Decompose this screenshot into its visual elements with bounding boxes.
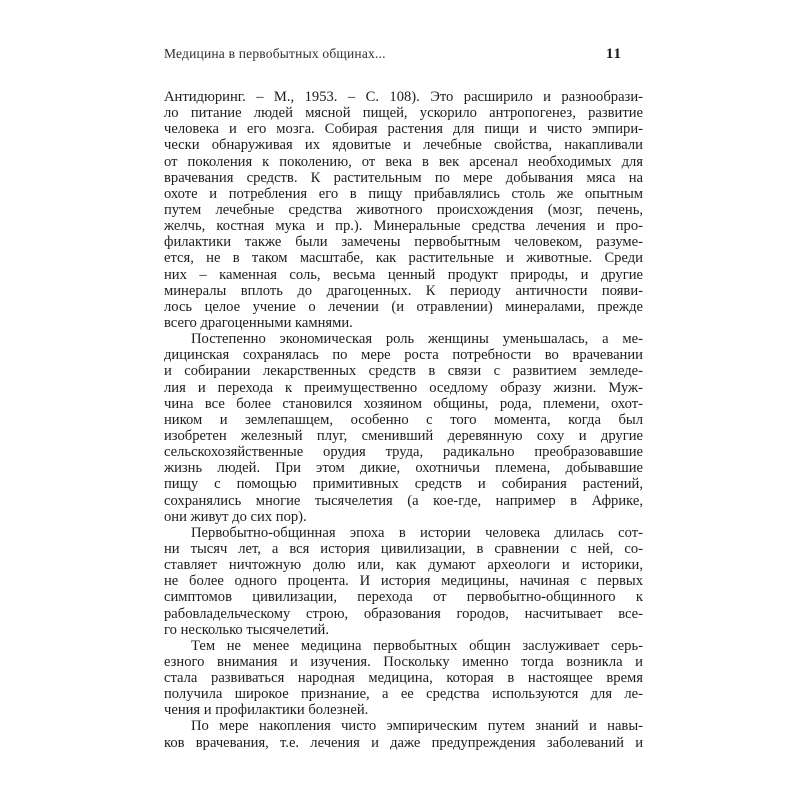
text-line: ставляет ничтожную долю или, как думают археологи и историки,: [164, 557, 643, 574]
text-line: ни тысяч лет, а вся история цивилизации, в сравнении с ней, со-: [164, 540, 643, 557]
text-line: и собирании лекарственных средств в связи с развитием земледе-: [164, 363, 643, 380]
text-line: По мере накопления чисто эмпирическим путем знаний и навы-: [191, 718, 643, 735]
text-line: Тем не менее медицина первобытных общин заслуживает серь-: [191, 637, 643, 654]
text-line: лия и перехода к преимущественно оседлому образу жизни. Муж-: [164, 379, 643, 396]
text-line: жизнь людей. При этом дикие, охотничьи племена, добывавшие: [164, 460, 643, 477]
text-line: стала развиваться народная медицина, которая в настоящее время: [164, 670, 643, 687]
text-line: филактики также были замечены первобытным человеком, разуме-: [164, 234, 643, 251]
text-line: рабовладельческому строю, образования городов, насчитывает все-: [164, 605, 643, 622]
running-header: [164, 46, 643, 63]
text-line: получила широкое признание, а ее средства используются для ле-: [164, 686, 643, 703]
paragraph: [164, 525, 643, 638]
text-line: лось целое учение о лечении (и отравлении) минералами, прежде: [164, 298, 643, 315]
paragraph: [164, 331, 643, 525]
text-line: ло питание людей мясной пищей, ускорило антропогенез, развитие: [164, 105, 643, 122]
text-line: го несколько тысячелетий.: [164, 621, 329, 638]
text-line: Первобытно-общинная эпоха в истории человека длилась сот-: [191, 524, 643, 541]
text-line: симптомов цивилизации, перехода от первобытно-общинного к: [164, 589, 643, 606]
text-line: человека и его мозга. Собирая растения для пищи и чисто эмпири-: [164, 121, 643, 138]
text-line: Постепенно экономическая роль женщины уменьшалась, а ме-: [191, 331, 643, 348]
text-line: не более одного процента. И история медицины, начиная с первых: [164, 573, 643, 590]
text-line: сохранялись многие тысячелетия (а кое-где, например в Африке,: [164, 492, 643, 509]
text-line: желчь, костная мука и пр.). Минеральные средства лечения и про-: [164, 218, 643, 235]
text-line: ется, не в таком масштабе, как растительные и животные. Среди: [164, 250, 643, 267]
running-header-title: Медицина в первобытных общинах...: [164, 46, 386, 61]
text-line: пищу с помощью примитивных средств и собирания растений,: [164, 476, 643, 493]
paragraph: [164, 718, 643, 750]
text-line: чина все более становился хозяином общины, рода, племени, охот-: [164, 395, 643, 412]
page-content: [164, 46, 643, 751]
paragraph: [164, 638, 643, 719]
text-line: врачевания средств. К растительным по мере добывания мяса на: [164, 169, 643, 186]
text-line: сельскохозяйственные орудия труда, радикально преобразовавшие: [164, 444, 643, 461]
text-line: ков врачевания, т.е. лечения и даже предупреждения заболеваний и: [164, 734, 643, 751]
page-number: 11: [605, 46, 622, 62]
paragraph: [164, 89, 643, 331]
text-line: охоте и потребления его в пищу прибавлялись столь же опытным: [164, 185, 643, 202]
text-line: Антидюринг. – М., 1953. – С. 108). Это расширило и разнообрази-: [164, 89, 643, 105]
text-line: минералы вплоть до драгоценных. К периоду античности появи-: [164, 282, 643, 299]
text-line: них – каменная соль, весьма ценный продукт природы, и другие: [164, 266, 643, 283]
text-line: ником и землепашцем, особенно с того момента, когда был: [164, 411, 643, 428]
text-line: чески обнаруживая их ядовитые и лечебные свойства, накапливали: [164, 137, 643, 154]
text-line: езного внимания и изучения. Поскольку именно тогда возникла и: [164, 653, 643, 670]
text-line: всего драгоценными камнями.: [164, 314, 353, 331]
text-line: дицинская сохранялась по мере роста потребности во врачевании: [164, 347, 643, 364]
text-line: чения и профилактики болезней.: [164, 702, 369, 719]
text-line: путем лечебные средства животного происхождения (мозг, печень,: [164, 201, 643, 218]
text-line: они живут до сих пор).: [164, 508, 307, 525]
text-line: от поколения к поколению, от века в век арсенал необходимых для: [164, 153, 643, 170]
text-line: изобретен железный плуг, сменивший деревянную соху и другие: [164, 427, 643, 444]
page-body-text: [164, 89, 643, 751]
